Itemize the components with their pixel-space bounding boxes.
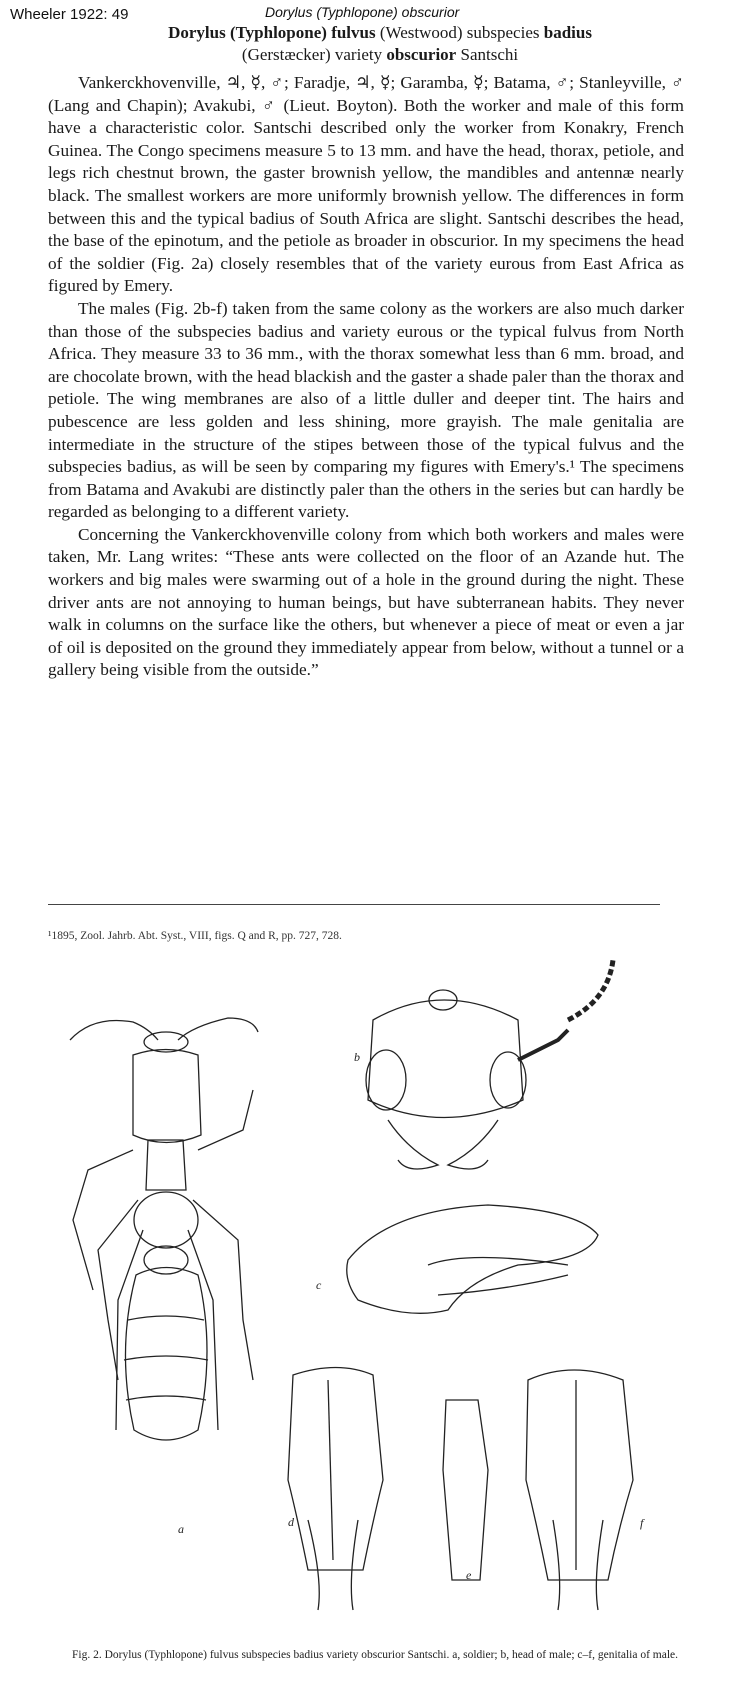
figure-e-genitalia-drawing	[443, 1400, 488, 1580]
figure-label-a: a	[178, 1522, 184, 1536]
figure-caption: Fig. 2. Dorylus (Typhlopone) fulvus subspecies badius variety obscurior Santschi. a, soldier; b, head of male; c–f, genitalia of male.	[72, 1649, 679, 1661]
figure-c-genitalia-lateral-drawing	[347, 1205, 598, 1313]
title-variety: obscurior	[386, 45, 457, 64]
paragraph-localities: Vankerckhovenville, ♃, ☿, ♂; Faradje, ♃, ☿; Garamba, ☿; Batama, ♂; Stanleyville, ♂ (Lang and Chapin); Avakubi, ♂ (Lieut. Boyton). Both the worker and male of this form have a characteristic color. Santschi described only the worker from Konakry, French Guinea. The Congo specimens measure 5 to 13 mm. and have the head, thorax, petiole, and legs rich chestnut brown, the gaster brownish yellow, the mandibles and antennæ nearly black. The smallest workers are more uniformly brownish yellow. The differences in form between this and the typical badius of South Africa are slight. Santschi describes the head, the base of the epinotum, and the petiole as broader in obscurior. In my specimens the head of the soldier (Fig. 2a) closely resembles that of the variety eurous from East Africa as figured by Emery.	[48, 73, 684, 296]
running-head-citation: Wheeler 1922: 49	[10, 6, 129, 23]
figure-a-soldier-drawing	[70, 1018, 258, 1440]
footnote: ¹1895, Zool. Jahrb. Abt. Syst., VIII, figs. Q and R, pp. 727, 728.	[48, 930, 342, 942]
title-species: fulvus	[331, 23, 376, 42]
running-head	[0, 4, 755, 24]
figure-label-b: b	[354, 1050, 360, 1064]
footnote-divider	[48, 904, 660, 905]
figure-plate	[48, 960, 748, 1660]
body-text	[48, 72, 684, 682]
figure-label-f: f	[640, 1516, 644, 1530]
figure-b-male-head-drawing	[366, 960, 613, 1169]
section-title	[40, 22, 720, 66]
figure-label-e: e	[466, 1568, 472, 1582]
running-head-taxon: Dorylus (Typhlopone) obscurior	[265, 4, 460, 20]
figure-illustrations	[48, 960, 748, 1650]
title-author2: (Gerstæcker) variety	[241, 45, 383, 64]
title-subgenus: (Typhlopone)	[229, 23, 327, 42]
figure-label-c: c	[316, 1278, 322, 1292]
figure-d-genitalia-drawing	[288, 1368, 383, 1611]
figure-f-genitalia-drawing	[526, 1370, 633, 1610]
paragraph-males: The males (Fig. 2b-f) taken from the same colony as the workers are also much darker than those of the subspecies badius and variety eurous or the typical fulvus from North Africa. They measure 33 to 36 mm., with the thorax somewhat less than 6 mm. broad, and are chocolate brown, with the head blackish and the gaster a shade paler than the thorax and petiole. The wing membranes are also of a little duller and deeper tint. The hairs and pubescence are less golden and less shining, more grayish. The male genitalia are intermediate in the structure of the stipes between those of the typical fulvus and the subspecies badius, as will be seen by comparing my figures with Emery's.¹ The specimens from Batama and Avakubi are distinctly paler than the others in the series but can hardly be regarded as belonging to a different variety.	[48, 298, 684, 522]
figure-label-d: d	[288, 1515, 294, 1529]
paragraph-lang-quote: Concerning the Vankerckhovenville colony from which both workers and males were taken, Mr. Lang writes: “These ants were collected on the floor of an Azande hut. The workers and big males were swarming out of a hole in the ground during the night. These driver ants are not annoying to human beings, but have subterranean habits. They never walk in columns on the surface like the others, but whenever a piece of meat or even a jar of oil is deposited on the ground they immediately appear from below, without a tunnel or a gallery being visible from the outside.”	[48, 524, 684, 680]
title-subspecies: badius	[543, 23, 592, 42]
title-author1: (Westwood) subspecies	[379, 23, 540, 42]
title-genus: Dorylus	[168, 23, 226, 42]
title-author3: Santschi	[460, 45, 519, 64]
